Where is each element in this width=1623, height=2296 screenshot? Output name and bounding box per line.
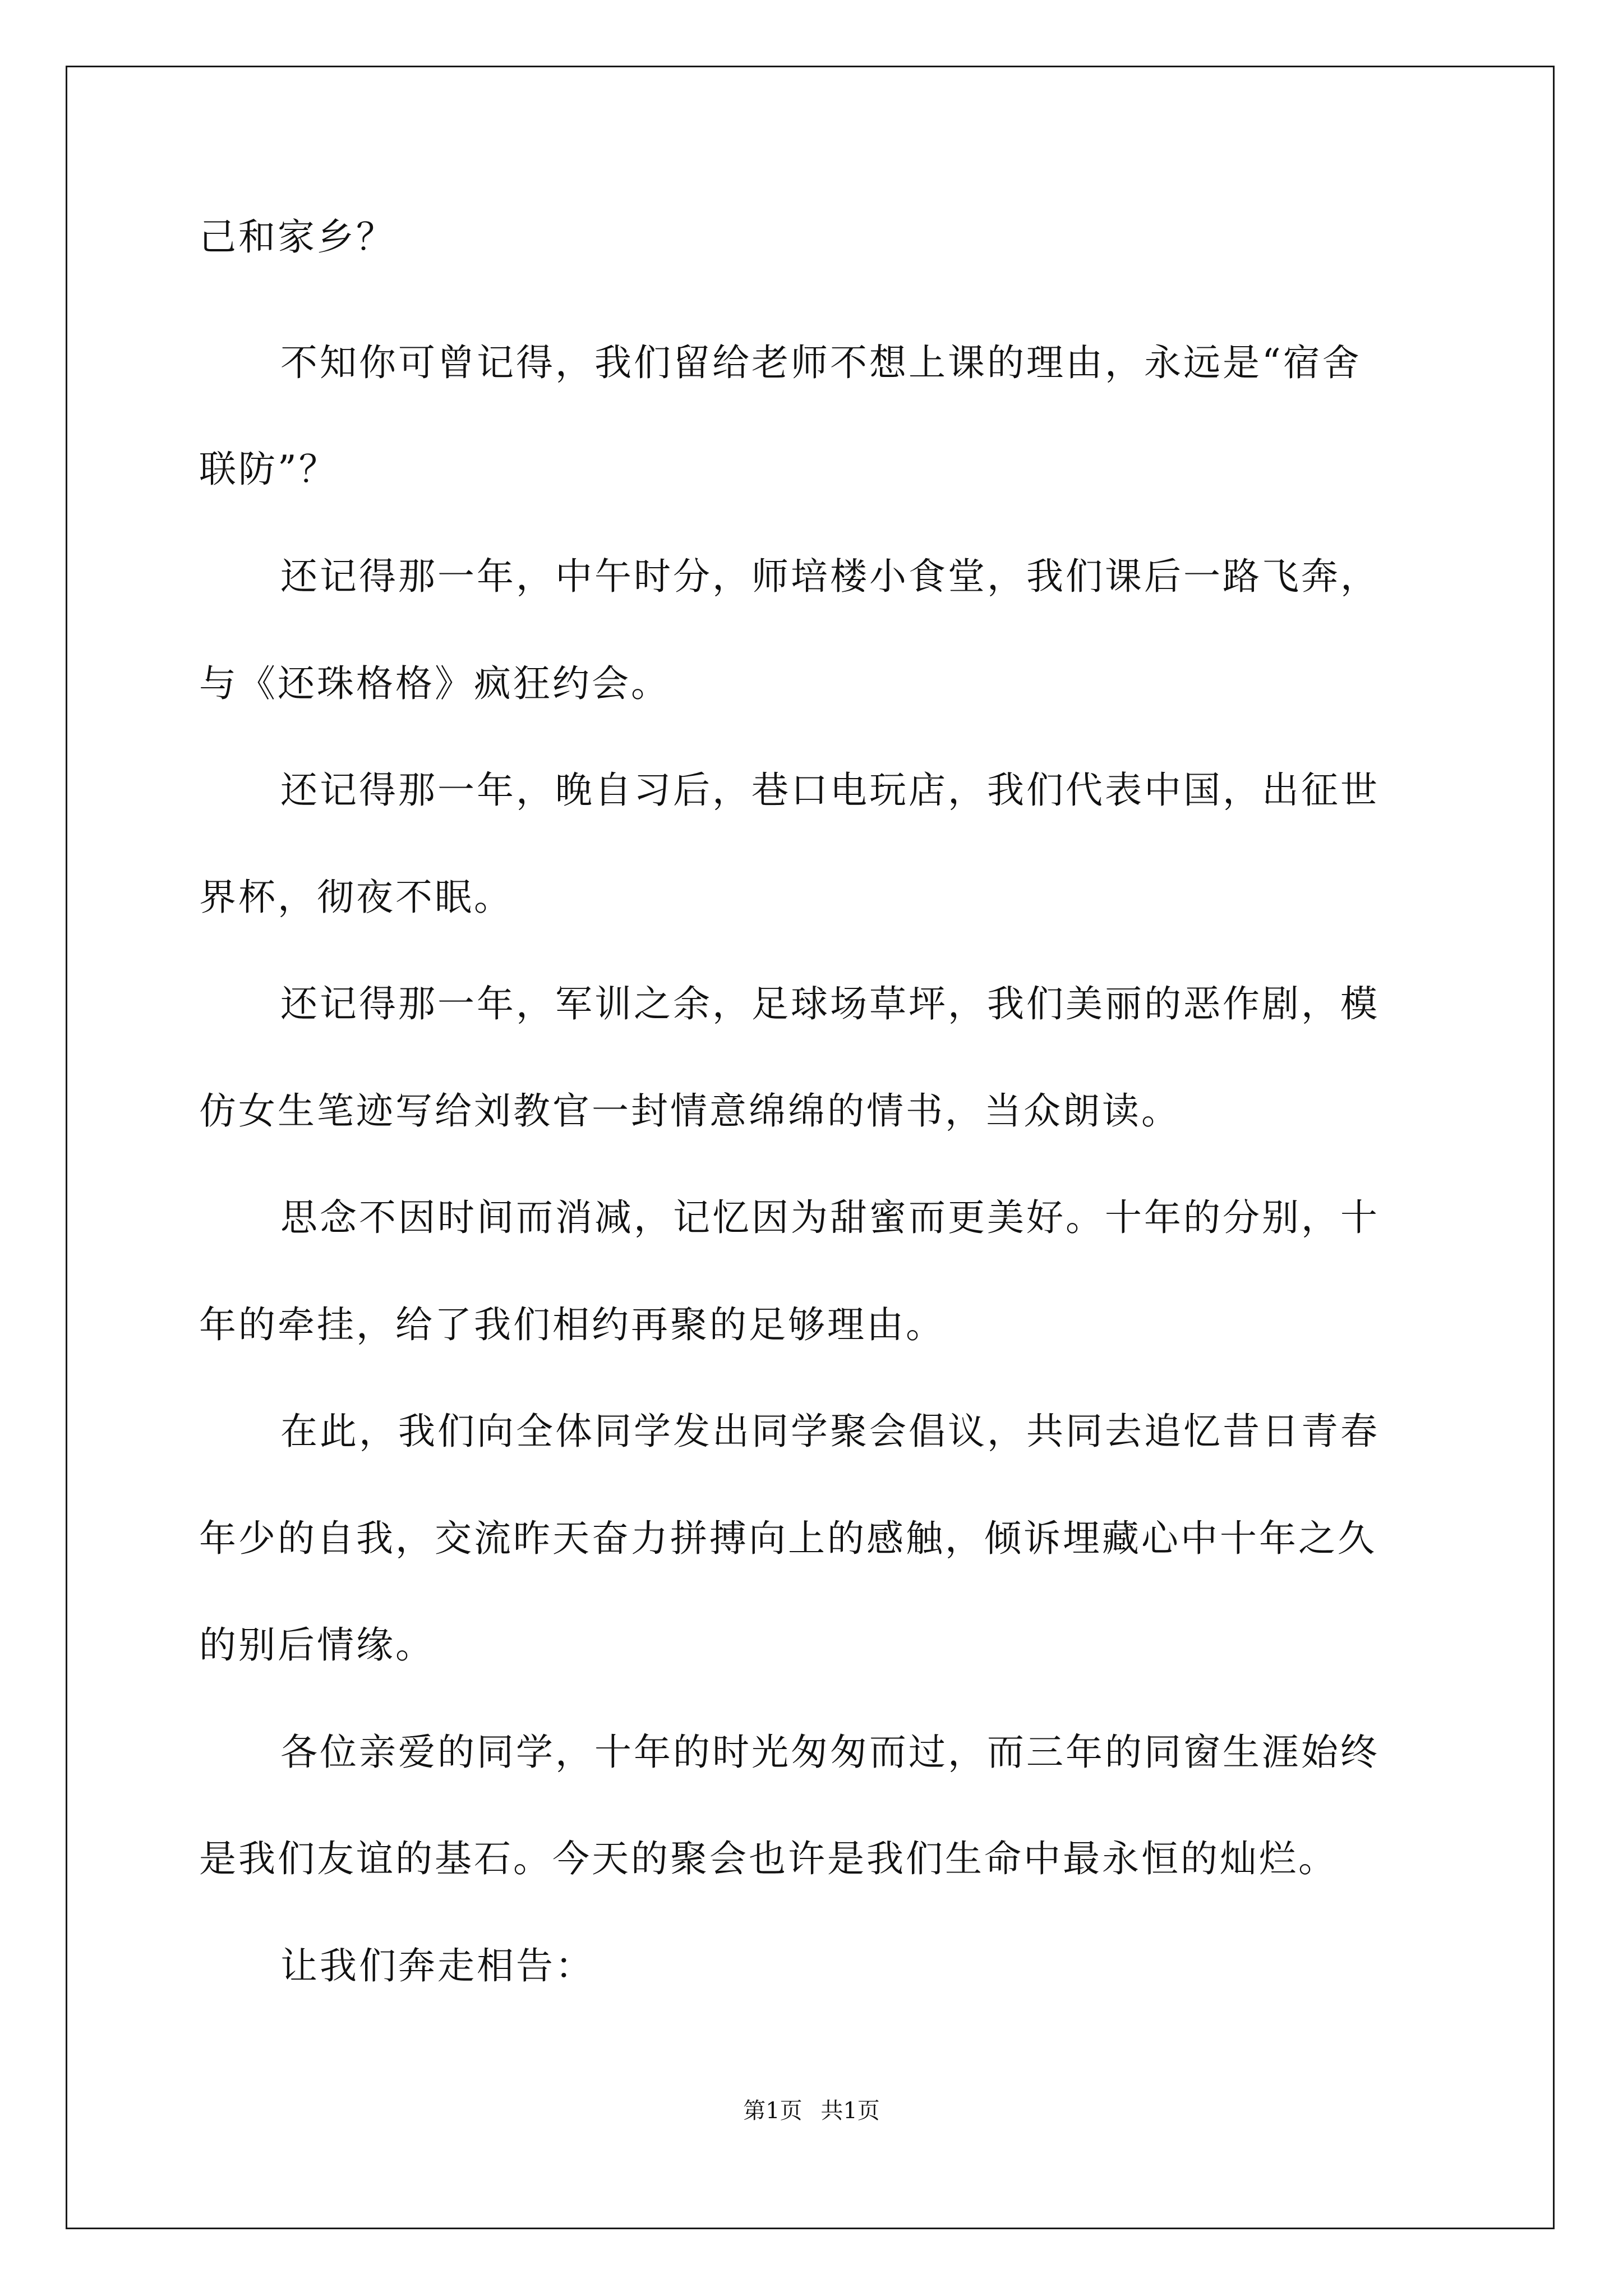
text-line: 让我们奔走相告： — [280, 1944, 594, 1987]
text-line: 年少的自我，交流昨天奋力拼搏向上的感触，倾诉埋藏心中十年之久 — [199, 1517, 1377, 1560]
text-line: 己和家乡？ — [199, 215, 395, 259]
text-line: 与《还珠格格》疯狂约会。 — [199, 662, 670, 705]
text-line: 界杯，彻夜不眠。 — [199, 876, 513, 919]
text-line: 各位亲爱的同学，十年的时光匆匆而过，而三年的同窗生涯始终 — [280, 1731, 1380, 1774]
text-line: 还记得那一年，晚自习后，巷口电玩店，我们代表中国，出征世 — [280, 769, 1380, 812]
page-border — [66, 66, 1555, 2229]
text-line: 仿女生笔迹写给刘教官一封情意绵绵的情书，当众朗读。 — [199, 1089, 1181, 1133]
text-line: 还记得那一年，军训之余，足球场草坪，我们美丽的恶作剧，模 — [280, 982, 1380, 1025]
page-total: 共1页 — [820, 2098, 880, 2124]
text-line: 在此，我们向全体同学发出同学聚会倡议，共同去追忆昔日青春 — [280, 1410, 1380, 1453]
text-line: 思念不因时间而消减，记忆因为甜蜜而更美好。十年的分别，十 — [280, 1196, 1380, 1239]
page-footer — [0, 2097, 1623, 2125]
text-line: 年的牵挂，给了我们相约再聚的足够理由。 — [199, 1303, 945, 1346]
text-line: 的别后情缘。 — [199, 1623, 435, 1667]
text-line: 联防”？ — [199, 448, 338, 491]
text-line: 还记得那一年，中午时分，师培楼小食堂，我们课后一路飞奔， — [280, 555, 1380, 598]
page-number: 第1页 — [743, 2098, 803, 2124]
text-line: 不知你可曾记得，我们留给老师不想上课的理由，永远是“宿舍 — [280, 341, 1362, 384]
text-line: 是我们友谊的基石。今天的聚会也许是我们生命中最永恒的灿烂。 — [199, 1837, 1338, 1880]
